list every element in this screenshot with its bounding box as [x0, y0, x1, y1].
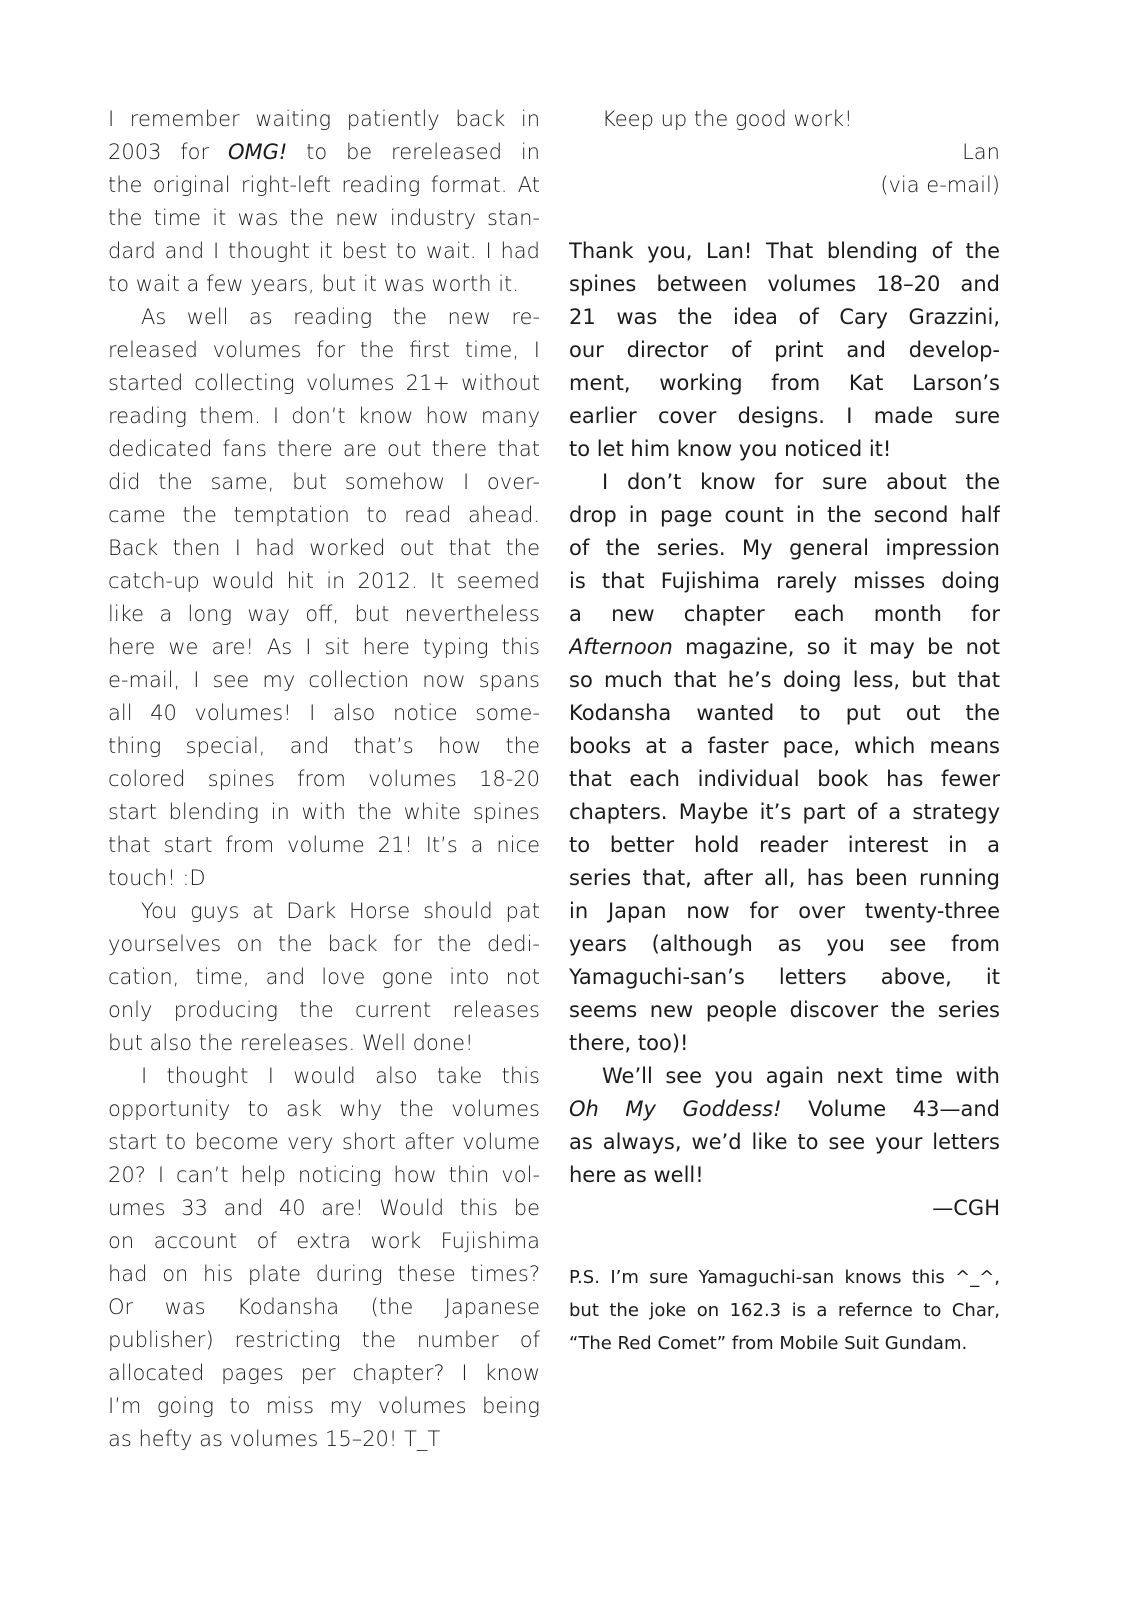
text-run: 2003 for [108, 140, 228, 164]
text-line: but the joke on 162.3 is a refernce to Char, [569, 1300, 1000, 1321]
text-line: “The Red Comet” from Mobile Suit Gundam. [569, 1333, 968, 1354]
letter-author: Lan [962, 140, 1000, 164]
text-line: Thank you, Lan! That blending of the [569, 239, 1000, 263]
paragraph [569, 235, 1000, 466]
text-line: came the temptation to read ahead. [108, 503, 540, 527]
text-line: books at a faster pace, which means [569, 734, 1000, 758]
text-line: I’m going to miss my volumes being [108, 1394, 540, 1418]
text-line: P.S. I’m sure Yamaguchi-san knows this ^_^, [569, 1267, 1000, 1288]
text-line: like a long way off, but nevertheless [108, 602, 540, 626]
text-line: only producing the current releases [108, 998, 540, 1022]
text-line: Or was Kodansha (the Japanese [108, 1295, 540, 1319]
text-line: to let him know you noticed it! [569, 437, 892, 461]
left-column [108, 103, 540, 1456]
text-line: As well as reading the new re- [141, 305, 540, 329]
paragraph [569, 103, 1000, 136]
text-line: a new chapter each month for [569, 602, 1000, 626]
text-line: but also the rereleases. Well done! [108, 1031, 474, 1055]
text-line: as hefty as volumes 15–20! T_T [108, 1427, 441, 1451]
text-line: there, too)! [569, 1031, 689, 1055]
text-line: started collecting volumes 21+ without [108, 371, 540, 395]
text-line: I thought I would also take this [141, 1064, 540, 1088]
text-line: here we are! As I sit here typing this [108, 635, 540, 659]
letter-signature [569, 136, 1000, 202]
text-line: earlier cover designs. I made sure [569, 404, 1000, 428]
text-line: seems new people discover the series [569, 998, 1000, 1022]
text-line: spines between volumes 18–20 and [569, 272, 1000, 296]
text-line: did the same, but somehow I over- [108, 470, 540, 494]
text-line: catch-up would hit in 2012. It seemed [108, 569, 540, 593]
text-line: in Japan now for over twenty-three [569, 899, 1000, 923]
text-line: on account of extra work Fujishima [108, 1229, 540, 1253]
italic-title: Afternoon [569, 635, 673, 659]
text-run: Volume 43—and [781, 1097, 1000, 1121]
text-line: chapters. Maybe it’s part of a strategy [569, 800, 1000, 824]
text-line: as always, we’d like to see your letters [569, 1130, 1000, 1154]
text-line [569, 631, 1000, 664]
text-line: 21 was the idea of Cary Grazzini, [569, 305, 1000, 329]
paragraph [108, 895, 540, 1060]
text-line: so much that he’s doing less, but that [569, 668, 1000, 692]
text-line: of the series. My general impression [569, 536, 1000, 560]
reader-letter [108, 103, 540, 1456]
text-line: years (although as you see from [569, 932, 1000, 956]
paragraph [569, 466, 1000, 1060]
right-column [569, 103, 1000, 1360]
spacer [569, 202, 1000, 235]
text-line: dedicated fans there are out there that [108, 437, 540, 461]
text-line: to better hold reader interest in a [569, 833, 1000, 857]
text-line: ment, working from Kat Larson’s [569, 371, 1000, 395]
text-line: dard and I thought it best to wait. I had [108, 239, 540, 263]
letter-source: (via e-mail) [880, 173, 1000, 197]
text-line: drop in page count in the second half [569, 503, 1000, 527]
text-line: cation, time, and love gone into not [108, 965, 540, 989]
editor-signature: —CGH [932, 1196, 1000, 1220]
text-line: our director of print and develop- [569, 338, 1000, 362]
reader-letter-ending [569, 103, 1000, 136]
text-line: is that Fujishima rarely misses doing [569, 569, 1000, 593]
paragraph [108, 103, 540, 301]
text-line: colored spines from volumes 18-20 [108, 767, 540, 791]
text-line: 20? I can’t help noticing how thin vol- [108, 1163, 540, 1187]
paragraph [569, 1060, 1000, 1192]
text-line: all 40 volumes! I also notice some- [108, 701, 540, 725]
text-line: here as well! [569, 1163, 704, 1187]
text-line: Yamaguchi-san’s letters above, it [569, 965, 1000, 989]
text-line: series that, after all, has been running [569, 866, 1000, 890]
text-line: umes 33 and 40 are! Would this be [108, 1196, 540, 1220]
text-line: Kodansha wanted to put out the [569, 701, 1000, 725]
text-line: publisher) restricting the number of [108, 1328, 540, 1352]
text-line [569, 1093, 1000, 1126]
text-run: to be rereleased in [287, 140, 540, 164]
text-line: to wait a few years, but it was worth it. [108, 272, 519, 296]
text-line: that each individual book has fewer [569, 767, 1000, 791]
text-line: reading them. I don’t know how many [108, 404, 540, 428]
text-line: yourselves on the back for the dedi- [108, 932, 540, 956]
paragraph [569, 1261, 1000, 1360]
text-line: opportunity to ask why the volumes [108, 1097, 540, 1121]
postscript [569, 1261, 1000, 1360]
italic-title: OMG! [227, 140, 288, 164]
editor-reply [569, 235, 1000, 1192]
text-line: touch! :D [108, 866, 206, 890]
text-line: had on his plate during these times? [108, 1262, 540, 1286]
text-line: start blending in with the white spines [108, 800, 540, 824]
text-line: the original right-left reading format. At [108, 173, 540, 197]
text-line: You guys at Dark Horse should pat [141, 899, 540, 923]
text-line [108, 136, 540, 169]
text-line: thing special, and that’s how the [108, 734, 540, 758]
text-line: We’ll see you again next time with [602, 1064, 1000, 1088]
text-line: I remember waiting patiently back in [108, 107, 540, 131]
text-line: I don’t know for sure about the [602, 470, 1000, 494]
paragraph [108, 301, 540, 895]
text-line: Back then I had worked out that the [108, 536, 540, 560]
text-line: that start from volume 21! It’s a nice [108, 833, 540, 857]
paragraph [108, 1060, 540, 1456]
text-run: magazine, so it may be not [672, 635, 1000, 659]
text-line: e-mail, I see my collection now spans [108, 668, 540, 692]
italic-title: Oh My Goddess! [569, 1097, 782, 1121]
text-line: start to become very short after volume [108, 1130, 540, 1154]
text-line: released volumes for the first time, I [108, 338, 540, 362]
text-line: allocated pages per chapter? I know [108, 1361, 540, 1385]
text-line: the time it was the new industry stan- [108, 206, 540, 230]
text-line: Keep up the good work! [602, 107, 853, 131]
